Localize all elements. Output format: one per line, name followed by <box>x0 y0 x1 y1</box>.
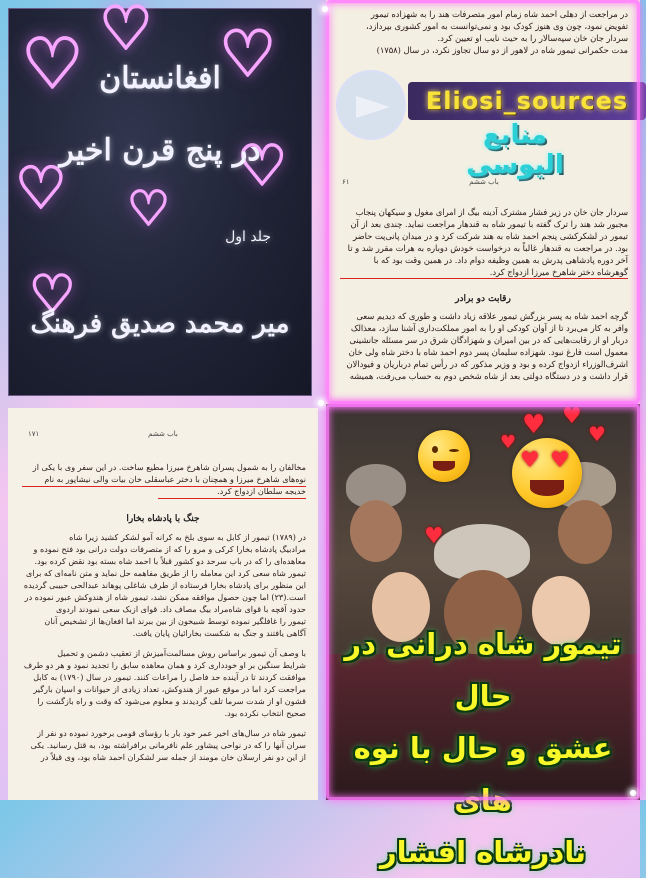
sparkle-icon <box>318 400 324 406</box>
heart-icon: ♡ <box>15 154 67 222</box>
text-line: صحیح انتخاب نکرده بود. <box>224 708 306 718</box>
text-line: است.(۲۳) اما چون حصول موافقه ممکن نشد، تیمور شاه از هندوکش عبور نموده در <box>24 592 306 602</box>
figure-face <box>558 500 612 564</box>
section-heading: جنگ با پادشاه بخارا <box>126 514 200 524</box>
cover-volume: جلد اول <box>225 229 271 245</box>
text-line: حدود آقچه با قوای شاه‌مراد بیگ مصاف داد. قوای ازبک سعی نمودند اردوی <box>56 604 306 614</box>
page-header <box>342 178 626 190</box>
figure-face <box>350 500 402 562</box>
text-line: تیمور در لشکرکشی پنجم احمد شاه به هند شرکت کرد و در میدان پانی‌پت حاضر <box>352 231 628 241</box>
sparkle-icon <box>630 790 636 796</box>
highlighted-text-line: گوهرشاه دختر شاهرخ میرزا ازدواج کرد. <box>340 266 628 279</box>
text-line: تیمور شاه سعی کرد این معامله را از طریق مفاهمه حل نماید و متن نامه‌ای که برای <box>26 568 306 578</box>
text-line: قشون او از شدت سرما تلف گردیدند و معلوم می‌شود که وقت و راه بازگشت را <box>37 696 306 706</box>
page-number: ۶۱ <box>342 178 350 186</box>
heart-icon: ♥ <box>500 432 517 453</box>
text-line: سران آنها را که در نواحی پیشاور علم نافرمانی برافراشته بود، به قتل رسانید. یکی <box>30 740 306 750</box>
highlighted-text-line: خدیجه سلطان ازدواج کرد. <box>158 486 306 499</box>
text-line: تیمور را غافلگیر نموده توسط شبیخون از بین ببرند اما افغان‌ها از تشخیص آنان <box>44 616 306 626</box>
text-line: تیمور شاه در سال‌های اخیر عمر خود بار با رؤسای قومی برخورد نموده دو نفر از <box>37 728 306 738</box>
text-line: سردار جان خان سپه‌سالار را به حیث نایب او تعیین کرد. <box>437 33 628 43</box>
text-line: در (۱۷۸۹) تیمور از کابل به سوی بلخ به کرانه آمو لشکر کشید زیرا شاه <box>69 532 306 542</box>
text-line: سردار جان خان در زیر فشار مشترک آدینه بیگ از امرای مغول و سیکهان پنجاب <box>355 207 628 217</box>
text-line: مجبور شد هند را ترک گفته با تیمور شاه به قندهار مراجعت نماید. چندی بعد از آن <box>350 219 628 229</box>
caption-line: نادرشاه افشار <box>379 835 586 869</box>
page-header <box>28 430 298 442</box>
chapter-label: باب ششم <box>148 430 178 438</box>
highlighted-text-line: نوه‌های شاهرخ میرزا و همچنان با دختر عباسقلی خان بیات والی نیشاپور به نام <box>22 474 306 487</box>
caption-line: تیمور شاه درانی در حال <box>344 627 622 713</box>
illustration-caption <box>332 618 634 878</box>
text-line: گرچه احمد شاه به پسر بزرگش تیمور علاقه زیاد داشت و طوری که دیدیم سعی <box>356 311 628 321</box>
text-line: وافر به کار می‌برد تا از آوان کودکی او را به امور مملکت‌داری آشنا سازد، معذالک <box>350 323 628 333</box>
brand-banner-latin: Eliosi_sources <box>408 82 646 120</box>
text-line: بود. در مراجعت به قندهار غالباً به درخواست خودش دوباره به هرات مقرر شد و تا <box>347 243 628 253</box>
heart-eyes-face-icon: ♥ ♥ <box>512 438 582 508</box>
text-line: مدت حکمرانی تیمور شاه در لاهور از دو سال تجاوز نکرد، در سال (۱۷۵۸) <box>376 45 628 55</box>
text-line: تفویض نمود، چون وی هنوز کودک بود و نمی‌توانست به امور کشوری بپردازد، <box>366 21 628 31</box>
winking-face-icon <box>418 430 470 482</box>
book-cover <box>8 0 312 396</box>
heart-icon: ♥ <box>562 404 582 429</box>
cover-title: افغانستان <box>99 61 221 96</box>
section-heading: رقابت دو برادر <box>455 294 511 304</box>
caption-line: عشق و حال با نوه های <box>353 731 613 817</box>
illustration-panel <box>326 404 640 869</box>
text-line: مرادبیگ پادشاه بخارا کرکی و مرو را که از متصرفات دولت درانی بود فتح نموده و <box>33 544 306 554</box>
heart-icon: ♡ <box>29 265 76 325</box>
book-page-top <box>326 0 640 404</box>
heart-icon: ♥ <box>588 422 606 446</box>
text-line: آگاهی یافتند و جنگ به شکست بخارائیان پایان یافت. <box>132 628 306 638</box>
heart-icon: ♥ <box>522 410 546 440</box>
text-line: آخر دوره پادشاهی پدرش به همین وظیفه دوام داد. در همین وقت بود که با <box>373 255 628 265</box>
heart-icon: ♥ <box>424 524 444 549</box>
sparkle-icon <box>322 6 328 12</box>
text-line: دربار او از رقابت‌هایی که در بین امیران و شهزادگان شرق در سر مسئله جانشینی <box>349 335 628 345</box>
chapter-label: باب ششم <box>469 178 499 186</box>
text-line: اشرف‌الوزراء ازدواج کرده و بود و وزیر مذکور که در رأس تمام درباریان و فیودالان <box>346 359 628 369</box>
text-line: معاهده‌ای را که در باب سرحد دو کشور قبلاً با احمد شاه بسته بود نقض کرده بود. <box>34 556 306 566</box>
heart-icon: ♡ <box>219 18 277 92</box>
heart-icon: ♡ <box>21 23 84 105</box>
text-line: این منظور برای پادشاه بخارا فرستاده از طرف شاغلی پوهاند عبدالحی حبیبی گردیده <box>23 580 306 590</box>
text-line: مراجعت کرد اما در موقع عبور از هندوکش، تعداد زیادی از حیوانات و اسپان بارگیر <box>33 684 306 694</box>
book-page-bottom <box>8 408 318 800</box>
heart-icon: ♡ <box>99 0 153 64</box>
text-line: از این دو نفر ارسلان خان مومند از جمله سر لشکران احمد شاه بود، وی قبلاً در <box>40 752 306 762</box>
text-line: با وصف آن تیمور براساس روش مسالمت‌آمیزش از تعقیب دشمن و تحمیل <box>57 648 306 658</box>
text-line: مخالفان را به شمول پسران شاهرخ میرزا مطیع ساخت. در این سفر وی با یکی از <box>32 462 306 472</box>
cover-subtitle: در پنج قرن اخیر <box>59 133 261 168</box>
text-line: در مراجعت از دهلی احمد شاه زمام امور متصرفات هند را به شهزاده تیمور <box>370 9 628 19</box>
text-line: موافقت کردند تا در آینده حد فاصل را مراعات کنند. تیمور در سال (۱۷۹۰) به کابل <box>33 672 306 682</box>
telegram-icon <box>336 70 406 140</box>
text-line: معمول است فارغ نبود. شهزاده سلیمان پسر دوم احمد شاه با دختر شاه ولی خان <box>348 347 628 357</box>
text-line: قرار داشت و در دستگاه دولتی بعد از شاه شخص دوم به حساب می‌رفت، همیشه <box>349 371 628 381</box>
heart-icon: ♡ <box>127 181 171 237</box>
page-number: ۱۷۱ <box>28 430 40 438</box>
cover-author: میر محمد صدیق فرهنگ <box>30 309 290 339</box>
heart-icon: ♡ <box>237 134 288 199</box>
text-line: شرایط سنگین بر او خودداری کرد و همان معاهده سابق را تجدید نمود و هر دو طرف <box>23 660 306 670</box>
brand-banner-farsi: منابع الیوسی <box>466 120 564 180</box>
